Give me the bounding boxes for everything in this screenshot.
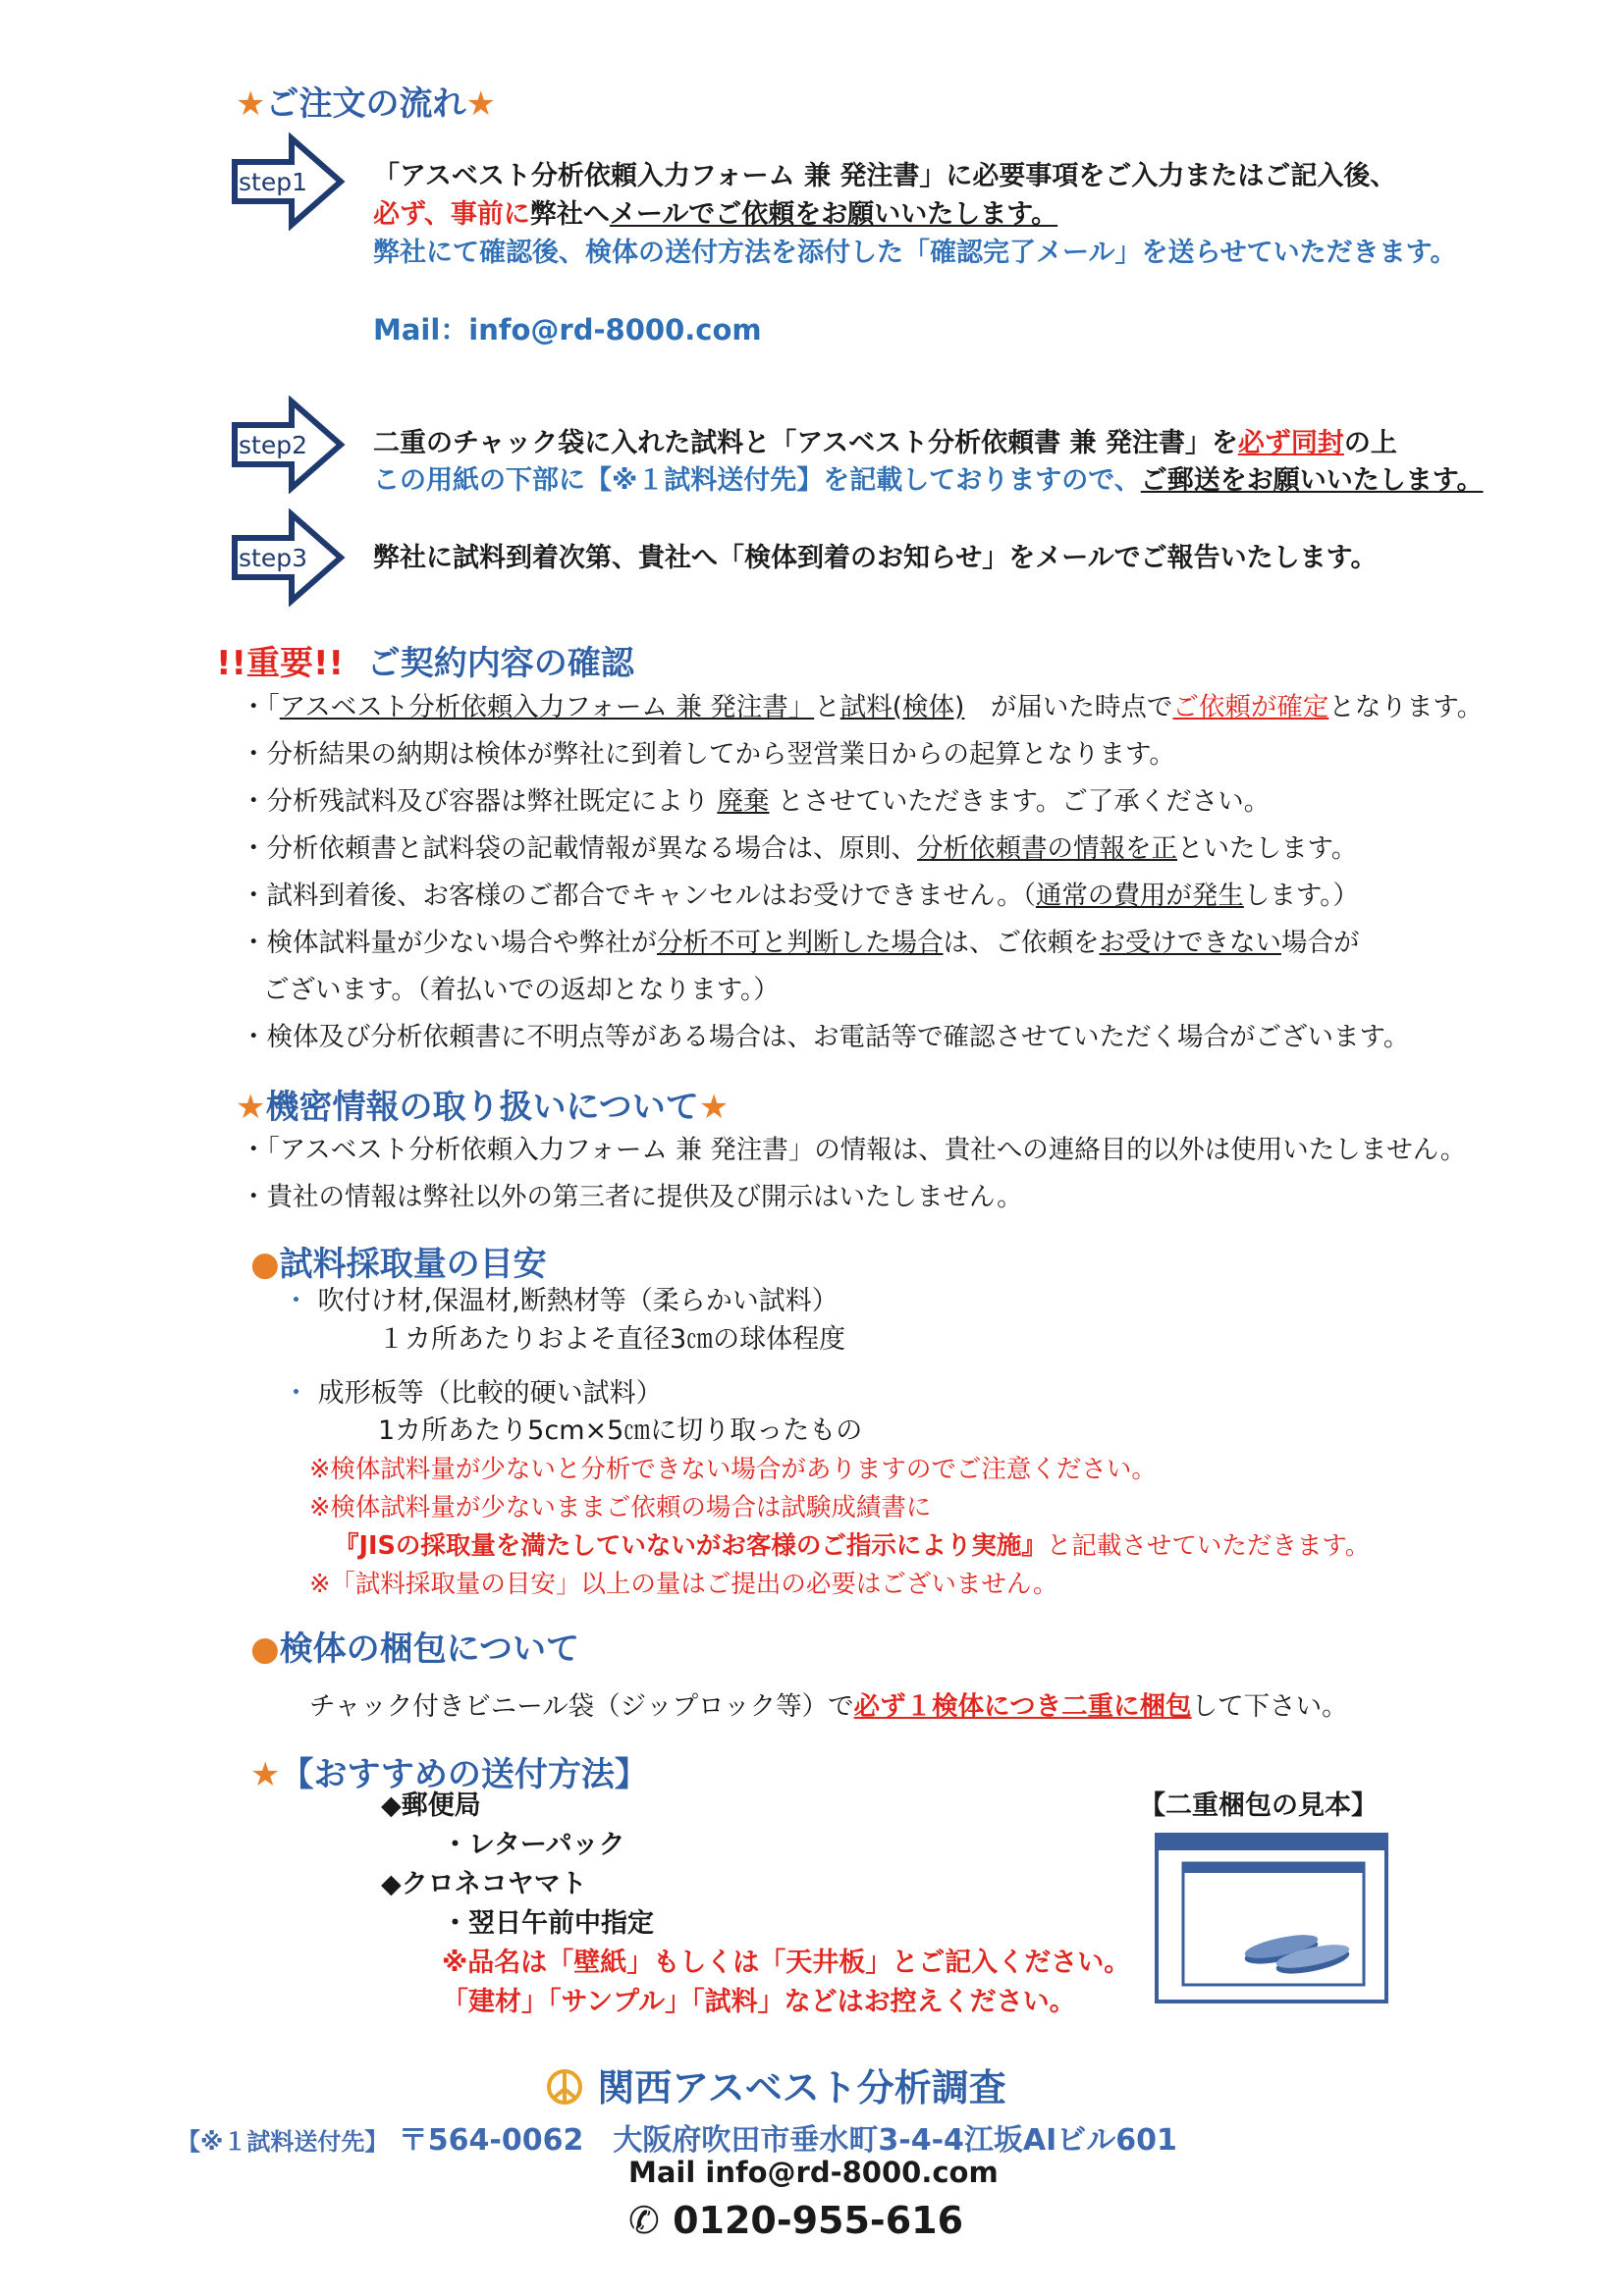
company-logo-icon [545, 2067, 584, 2107]
star-icon: ★ [250, 1755, 281, 1794]
step2-line1: 二重のチャック袋に入れた試料と「アスベスト分析依頼書 兼 発注書」を必ず同封の上 [373, 428, 1397, 458]
star-icon: ★ [465, 84, 496, 124]
svg-text:step2: step2 [239, 431, 307, 459]
shipping-post: ◆郵便局 [381, 1790, 481, 1821]
important-bullet-1: ・「アスベスト分析依頼入力フォーム 兼 発注書」と試料(検体) が届いた時点でご依頼が確定となります。 [241, 692, 1484, 722]
step2-line2: この用紙の下部に【※１試料送付先】を記載しておりますので、ご郵送をお願いいたします。 [373, 465, 1484, 496]
important-heading: !!重要!! ご契約内容の確認 [216, 644, 634, 683]
important-bullet-5: ・試料到着後、お客様のご都合でキャンセルはお受けできません。（通常の費用が発生します。） [241, 881, 1359, 911]
shipping-heading: ★【おすすめの送付方法】 [250, 1755, 648, 1794]
order-flow-heading: ★ご注文の流れ★ [236, 84, 496, 124]
packing-sample-caption: 【二重梱包の見本】 [1139, 1790, 1378, 1821]
sample-amount-heading: ●試料採取量の目安 [250, 1245, 547, 1284]
shipping-post-item: ・レターパック [442, 1830, 625, 1860]
bullet-dot-icon: ● [250, 1245, 280, 1284]
footer-phone: ✆ 0120-955-616 [628, 2199, 964, 2242]
sample-item-1-detail: １カ所あたりおよそ直径3㎝の球体程度 [378, 1324, 846, 1355]
important-bullet-4: ・分析依頼書と試料袋の記載情報が異なる場合は、原則、分析依頼書の情報を正といたします。 [241, 833, 1358, 864]
sample-item-1: ・ 吹付け材,保温材,断熱材等（柔らかい試料） [283, 1286, 839, 1316]
sample-item-2: ・ 成形板等（比較的硬い試料） [283, 1378, 663, 1409]
shipping-yamato: ◆クロネコヤマト [381, 1869, 587, 1899]
company-name: 関西アスベスト分析調査 [545, 2057, 1006, 2111]
step1-arrow-icon [231, 133, 347, 231]
packing-heading: ●検体の梱包について [250, 1629, 579, 1669]
footer-mail: Mail info@rd-8000.com [628, 2156, 999, 2189]
important-bullet-3: ・分析残試料及び容器は弊社既定により 廃棄 とさせていただきます。ご了承ください。 [241, 786, 1271, 817]
important-bullet-6-line2: ございます。（着払いでの返却となります。） [263, 975, 780, 1005]
important-bullet-7: ・検体及び分析依頼書に不明点等がある場合は、お電話等で確認させていただく場合がございます。 [241, 1022, 1410, 1052]
important-bullet-6: ・検体試料量が少ない場合や弊社が分析不可と判断した場合は、ご依頼をお受けできない場合が [241, 928, 1360, 958]
bullet-dot-icon: ● [250, 1629, 280, 1669]
sample-item-2-detail: 1カ所あたり5cm×5㎝に切り取ったもの [378, 1415, 863, 1446]
step3-line1: 弊社に試料到着次第、貴社へ「検体到着のお知らせ」をメールでご報告いたします。 [373, 543, 1378, 573]
star-icon: ★ [236, 1088, 266, 1127]
star-icon: ★ [236, 84, 266, 124]
packing-text: チャック付きビニール袋（ジップロック等）で必ず１検体につき二重に梱包して下さい。 [309, 1691, 1348, 1722]
footer-address: 【※１試料送付先】 〒564-0062 大阪府吹田市垂水町3-4-4江坂AIビル601 [177, 2123, 1177, 2158]
double-packing-sample-image [1154, 1832, 1389, 2004]
confidential-bullet-1: ・「アスベスト分析依頼入力フォーム 兼 発注書」の情報は、貴社への連絡目的以外は使用いたしません。 [241, 1135, 1467, 1165]
step1-line2: 必ず、事前に弊社へメールでご依頼をお願いいたします。 [373, 199, 1058, 230]
step2-arrow-icon [231, 396, 347, 494]
sample-note-2: ※検体試料量が少ないままご依頼の場合は試験成績書に [309, 1493, 932, 1522]
step1-mail: Mail：info@rd-8000.com [373, 313, 762, 347]
confidential-heading: ★機密情報の取り扱いについて★ [236, 1088, 730, 1127]
step1-line1: 「アスベスト分析依頼入力フォーム 兼 発注書」に必要事項をご入力またはご記入後、 [373, 161, 1397, 191]
step1-line3: 弊社にて確認後、検体の送付方法を添付した「確認完了メール」を送らせていただきます。 [373, 238, 1457, 268]
step3-arrow-icon [231, 508, 347, 607]
shipping-yamato-item: ・翌日午前中指定 [442, 1908, 654, 1939]
sample-note-4: ※「試料採取量の目安」以上の量はご提出の必要はございません。 [309, 1570, 1058, 1599]
sample-note-3: 『JISの採取量を満たしていないがお客様のご指示により実施』と記載させていただきます。 [334, 1531, 1371, 1561]
shipping-note-1: ※品名は「壁紙」もしくは「天井板」とご記入ください。 [442, 1948, 1131, 1978]
confidential-bullet-2: ・貴社の情報は弊社以外の第三者に提供及び開示はいたしません。 [241, 1182, 1023, 1212]
star-icon: ★ [698, 1088, 730, 1127]
shipping-note-2: 「建材」「サンプル」「試料」などはお控えください。 [442, 1987, 1076, 2017]
svg-text:step1: step1 [239, 168, 307, 196]
important-bullet-2: ・分析結果の納期は検体が弊社に到着してから翌営業日からの起算となります。 [241, 739, 1175, 770]
sample-note-1: ※検体試料量が少ないと分析できない場合がありますのでご注意ください。 [309, 1455, 1157, 1484]
phone-icon: ✆ [628, 2199, 660, 2242]
svg-text:step3: step3 [239, 544, 307, 572]
